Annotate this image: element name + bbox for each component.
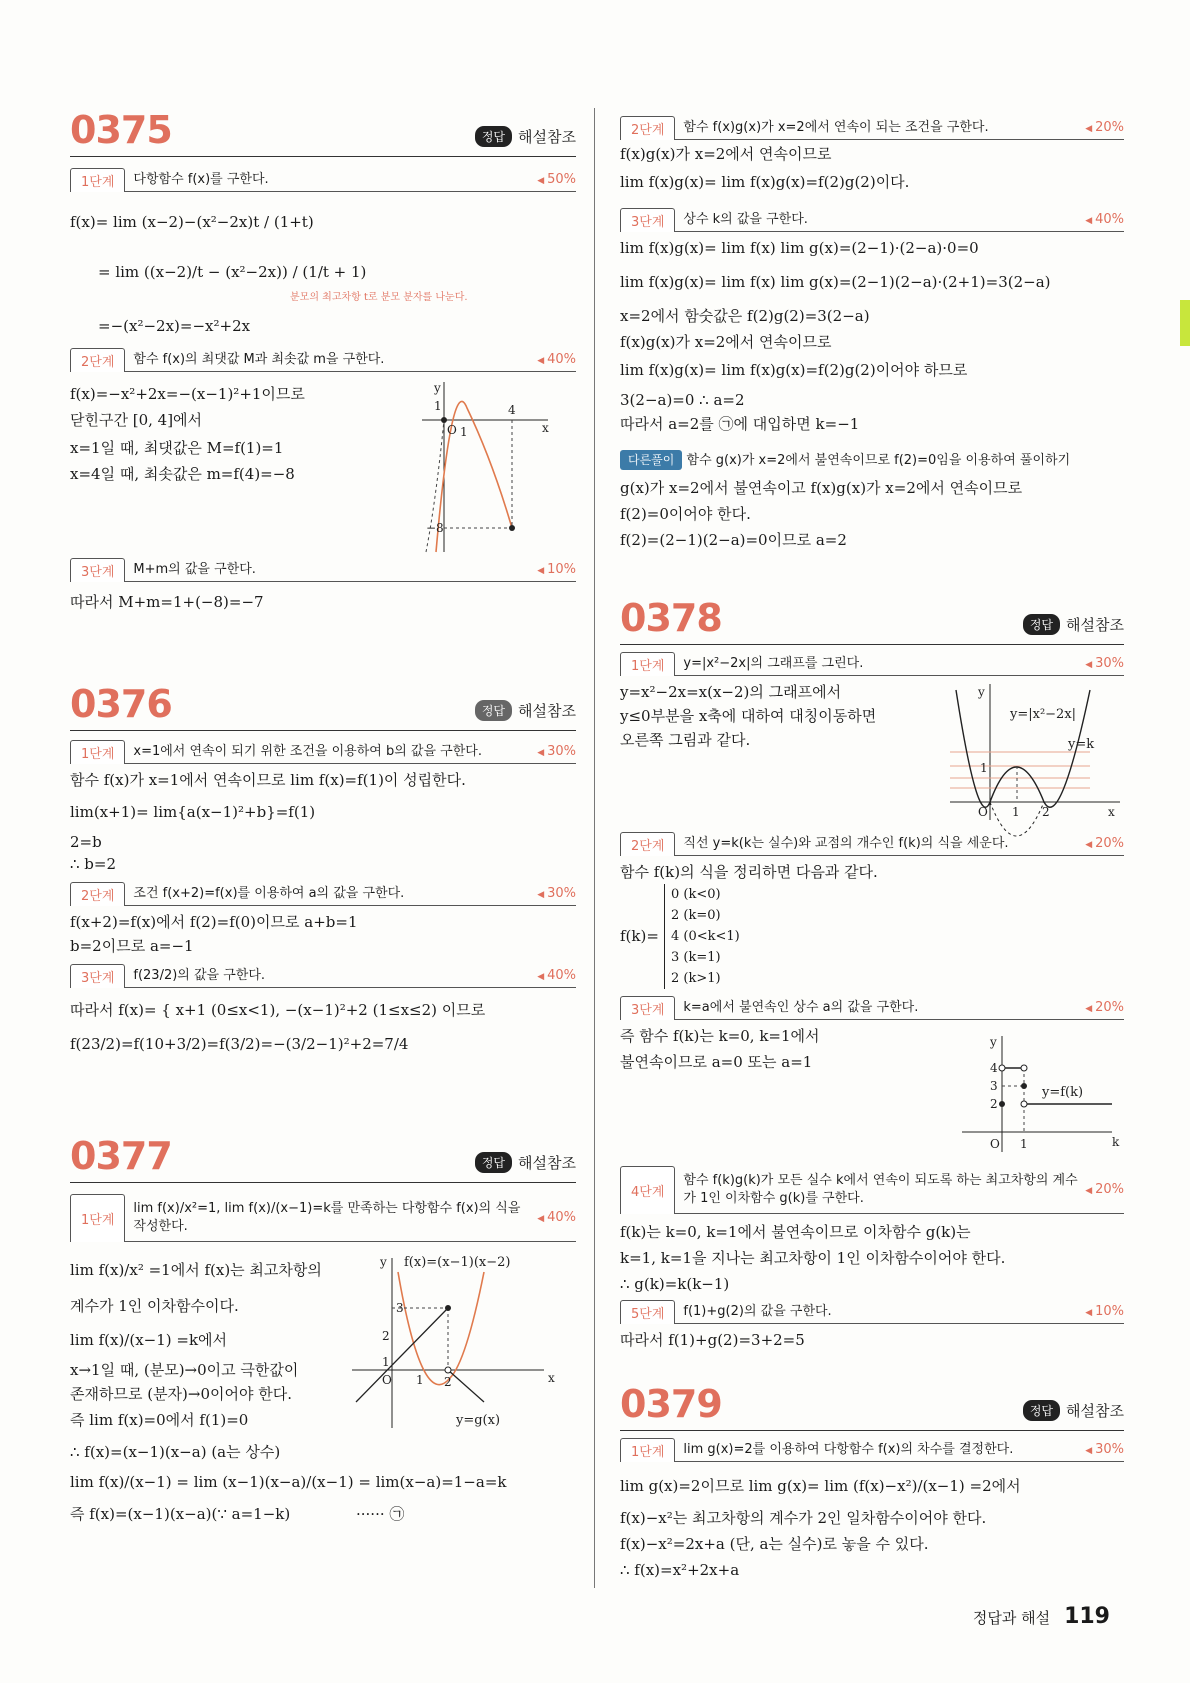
stage-desc: 함수 f(k)g(k)가 모든 실수 k에서 연속이 되도록 하는 최고차항의 계수가 1인 이차함수 g(k)를 구한다. bbox=[683, 1172, 1078, 1206]
y-axis-label: y bbox=[978, 685, 985, 699]
problem-0376 bbox=[70, 682, 576, 1072]
stage-desc: 함수 f(x)g(x)가 x=2에서 연속이 되는 조건을 구한다. bbox=[683, 119, 989, 135]
solution-line: x=1일 때, 최댓값은 M=f(1)=1 bbox=[70, 439, 284, 457]
stage-3 bbox=[620, 208, 1124, 232]
stage-percent: ◀ 30% bbox=[537, 886, 576, 901]
curve-label: y=|x²−2x| bbox=[1010, 707, 1077, 722]
stage-desc: x=1에서 연속이 되기 위한 조건을 이용하여 b의 값을 구한다. bbox=[133, 743, 482, 759]
solution-line: f(x)g(x)가 x=2에서 연속이므로 bbox=[620, 333, 832, 351]
solution-line: b=2이므로 a=−1 bbox=[70, 937, 194, 955]
stage-desc: f(23/2)의 값을 구한다. bbox=[133, 967, 266, 983]
solution-line: 존재하므로 (분자)→0이어야 한다. bbox=[70, 1385, 293, 1403]
stage-tag: 3단계 bbox=[620, 208, 675, 232]
solution-line: x=2에서 함숫값은 f(2)g(2)=3(2−a) bbox=[620, 307, 870, 325]
solution-line: ∴ f(x)=x²+2x+a bbox=[620, 1561, 740, 1579]
problem-rule bbox=[70, 1182, 576, 1183]
problem-rule bbox=[70, 730, 576, 731]
solution-line: f(x)= lim (x−2)−(x²−2x)t / (1+t) bbox=[70, 213, 314, 231]
solution-line: x=4일 때, 최솟값은 m=f(4)=−8 bbox=[70, 465, 295, 483]
x-tick-1: 1 bbox=[460, 425, 468, 439]
x-tick-4: 4 bbox=[508, 403, 516, 417]
solution-line: 2=b bbox=[70, 833, 102, 851]
problem-0379 bbox=[620, 1382, 1124, 1683]
stage-tag: 2단계 bbox=[70, 348, 125, 372]
stage-desc: 다항함수 f(x)를 구한다. bbox=[133, 171, 269, 187]
solution-line: f(x)−x²=2x+a (단, a는 실수)로 놓을 수 있다. bbox=[620, 1535, 929, 1553]
solution-line: lim f(x)g(x)= lim f(x)g(x)=f(2)g(2)이다. bbox=[620, 173, 910, 191]
stage-tag: 1단계 bbox=[70, 168, 125, 192]
answer-text: 해설참조 bbox=[518, 128, 576, 146]
piecewise-cases bbox=[664, 884, 740, 989]
x-tick-1: 1 bbox=[1020, 1137, 1028, 1151]
point-2-0 bbox=[445, 1367, 451, 1373]
stage-tag: 5단계 bbox=[620, 1300, 675, 1324]
solution-line: 따라서 f(x)= { x+1 (0≤x<1), −(x−1)²+2 (1≤x≤2) 이므로 bbox=[70, 1001, 486, 1019]
origin-label: O bbox=[382, 1373, 392, 1387]
stage-2 bbox=[620, 832, 1124, 856]
stage-percent: ◀ 20% bbox=[1085, 120, 1124, 135]
solution-line: lim f(x)/(x−1) =k에서 bbox=[70, 1331, 228, 1349]
solution-line: ∴ b=2 bbox=[70, 855, 117, 873]
problem-0375 bbox=[70, 108, 576, 638]
point-2-3 bbox=[445, 1305, 451, 1311]
x-tick-2: 2 bbox=[1042, 805, 1050, 819]
stage-3 bbox=[620, 996, 1124, 1020]
x-axis-label: x bbox=[542, 421, 549, 435]
f-parabola bbox=[398, 1272, 484, 1385]
solution-line: y≤0부분을 x축에 대하여 대칭이동하면 bbox=[620, 707, 877, 725]
stage-percent: ◀ 30% bbox=[1085, 1442, 1124, 1457]
stage-percent: ◀ 30% bbox=[1085, 656, 1124, 671]
stage-percent: ◀ 40% bbox=[537, 352, 576, 367]
answer-label bbox=[475, 700, 576, 721]
x-tick-1: 1 bbox=[1012, 805, 1020, 819]
problem-number: 0379 bbox=[620, 1382, 722, 1426]
stage-1 bbox=[620, 1438, 1124, 1462]
page-footer bbox=[973, 1604, 1110, 1629]
stage-percent: ◀ 40% bbox=[537, 1210, 576, 1225]
stage-percent: ◀ 20% bbox=[1085, 836, 1124, 851]
solution-line: f(x)g(x)가 x=2에서 연속이므로 bbox=[620, 145, 832, 163]
stage-desc: 상수 k의 값을 구한다. bbox=[683, 211, 808, 227]
stage-tag: 3단계 bbox=[70, 964, 125, 988]
solution-line: 함수 f(k)의 식을 정리하면 다음과 같다. bbox=[620, 863, 878, 881]
stage-tag: 3단계 bbox=[620, 996, 675, 1020]
g-label: y=g(x) bbox=[456, 1413, 501, 1428]
problem-0377 bbox=[70, 1134, 576, 1604]
problem-number: 0377 bbox=[70, 1134, 172, 1178]
page-number: 119 bbox=[1064, 1604, 1110, 1629]
case-row: 4 (0<k<1) bbox=[671, 929, 740, 944]
x-tick-2: 2 bbox=[444, 1375, 452, 1389]
solution-line: lim g(x)=2이므로 lim g(x)= lim (f(x)−x²)/(x−1) =2에서 bbox=[620, 1477, 1021, 1495]
solution-line: 따라서 a=2를 ㉠에 대입하면 k=−1 bbox=[620, 415, 860, 433]
y-tick-1: 1 bbox=[434, 399, 442, 413]
stage-desc: 조건 f(x+2)=f(x)를 이용하여 a의 값을 구한다. bbox=[133, 885, 405, 901]
answer-text: 해설참조 bbox=[1066, 616, 1124, 634]
stage-desc: k=a에서 불연속인 상수 a의 값을 구한다. bbox=[683, 999, 919, 1015]
stage-4 bbox=[620, 1166, 1124, 1214]
min-point bbox=[509, 525, 515, 531]
y-tick-1: 1 bbox=[382, 1355, 390, 1369]
answer-badge: 정답 bbox=[475, 1152, 512, 1173]
x-axis-label: k bbox=[1112, 1135, 1120, 1149]
origin-label: O bbox=[447, 423, 457, 437]
side-tab bbox=[1180, 300, 1190, 346]
alt-solution-header bbox=[620, 450, 1070, 471]
graph-0378-fk bbox=[962, 1032, 1126, 1156]
problem-number: 0376 bbox=[70, 682, 172, 726]
solution-line: = lim ((x−2)/t − (x²−2x)) / (1/t + 1) bbox=[98, 263, 367, 281]
y-tick-3: 3 bbox=[990, 1079, 998, 1093]
margin-note: 분모의 최고차항 t로 분모 분자를 나눈다. bbox=[290, 292, 468, 303]
y-tick-2: 2 bbox=[382, 1329, 390, 1343]
y-tick-neg8: −8 bbox=[426, 521, 444, 535]
stage-tag: 1단계 bbox=[70, 740, 125, 764]
solution-line: f(2)=(2−1)(2−a)=0이므로 a=2 bbox=[620, 531, 847, 549]
alt-solution-desc: 함수 g(x)가 x=2에서 불연속이므로 f(2)=0임을 이용하여 풀이하기 bbox=[686, 453, 1071, 468]
solution-line: lim(x+1)= lim{a(x−1)²+b}=f(1) bbox=[70, 803, 316, 821]
answer-text: 해설참조 bbox=[1066, 1402, 1124, 1420]
solution-line: f(k)는 k=0, k=1에서 불연속이므로 이차함수 g(k)는 bbox=[620, 1223, 971, 1241]
problem-number: 0375 bbox=[70, 108, 172, 152]
footer-label: 정답과 해설 bbox=[972, 1609, 1051, 1627]
stage-desc: f(1)+g(2)의 값을 구한다. bbox=[683, 1303, 832, 1319]
solution-line: lim f(x)g(x)= lim f(x)g(x)=f(2)g(2)이어야 하므로 bbox=[620, 361, 968, 379]
solution-line: 불연속이므로 a=0 또는 a=1 bbox=[620, 1053, 813, 1071]
stage-tag: 1단계 bbox=[70, 1194, 125, 1242]
solution-line: 따라서 f(1)+g(2)=3+2=5 bbox=[620, 1331, 805, 1349]
case-row: 2 (k>1) bbox=[671, 971, 721, 986]
solution-line: g(x)가 x=2에서 불연속이고 f(x)g(x)가 x=2에서 연속이므로 bbox=[620, 479, 1023, 497]
problem-rule bbox=[70, 156, 576, 157]
solution-line: 닫힌구간 [0, 4]에서 bbox=[70, 411, 203, 429]
stage-desc: y=|x²−2x|의 그래프를 그린다. bbox=[683, 655, 864, 671]
alt-solution-tag: 다른풀이 bbox=[620, 450, 682, 470]
solution-line: f(x)=−x²+2x=−(x−1)²+1이므로 bbox=[70, 385, 305, 403]
g-line-right bbox=[448, 1370, 484, 1402]
solution-line: =−(x²−2x)=−x²+2x bbox=[98, 317, 251, 335]
stage-2 bbox=[620, 116, 1124, 140]
solution-line: lim f(x)g(x)= lim f(x) lim g(x)=(2−1)·(2−a)·0=0 bbox=[620, 239, 979, 257]
stage-tag: 1단계 bbox=[620, 652, 675, 676]
case-row: 2 (k=0) bbox=[671, 908, 721, 923]
answer-label bbox=[475, 1152, 576, 1173]
solution-line: f(23/2)=f(10+3/2)=f(3/2)=−(3/2−1)²+2=7/4 bbox=[70, 1035, 409, 1053]
solution-line: lim f(x)/x² =1에서 f(x)는 최고차항의 bbox=[70, 1261, 322, 1279]
stage-desc: lim g(x)=2를 이용하여 다항함수 f(x)의 차수를 결정한다. bbox=[683, 1441, 1014, 1457]
g-line-left bbox=[356, 1308, 448, 1402]
curve-label: y=f(k) bbox=[1042, 1085, 1084, 1100]
stage-tag: 2단계 bbox=[620, 116, 675, 140]
open-point-0-4 bbox=[999, 1065, 1005, 1071]
origin-label: O bbox=[990, 1137, 1000, 1151]
y-tick-4: 4 bbox=[990, 1061, 998, 1075]
origin-label: O bbox=[978, 805, 988, 819]
solution-line: 오른쪽 그림과 같다. bbox=[620, 731, 751, 749]
solution-line: 계수가 1인 이차함수이다. bbox=[70, 1297, 239, 1315]
stage-percent: ◀ 40% bbox=[1085, 212, 1124, 227]
solution-line: f(x+2)=f(x)에서 f(2)=f(0)이므로 a+b=1 bbox=[70, 913, 358, 931]
y-axis-label: y bbox=[380, 1255, 387, 1269]
y-axis-label: y bbox=[434, 381, 441, 395]
stage-3 bbox=[70, 558, 576, 582]
solution-line: f(k)= bbox=[620, 927, 659, 945]
open-point-1-2 bbox=[1021, 1101, 1027, 1107]
solution-line: 따라서 M+m=1+(−8)=−7 bbox=[70, 593, 264, 611]
stage-3 bbox=[70, 964, 576, 988]
stage-tag: 2단계 bbox=[620, 832, 675, 856]
problem-rule bbox=[620, 644, 1124, 645]
equation-marker: ······ ㉠ bbox=[356, 1505, 405, 1523]
case-row: 0 (k<0) bbox=[671, 887, 721, 902]
answer-badge: 정답 bbox=[1023, 614, 1060, 635]
stage-desc: lim f(x)/x²=1, lim f(x)/(x−1)=k를 만족하는 다항함수 f(x)의 식을 작성한다. bbox=[133, 1200, 521, 1234]
line-label: y=k bbox=[1068, 737, 1095, 752]
solution-line: f(2)=0이어야 한다. bbox=[620, 505, 751, 523]
answer-label bbox=[1023, 614, 1124, 635]
stage-desc: M+m의 값을 구한다. bbox=[133, 561, 256, 577]
solution-line: ∴ g(k)=k(k−1) bbox=[620, 1275, 730, 1293]
solution-line: f(x)−x²는 최고차항의 계수가 2인 일차함수이어야 한다. bbox=[620, 1509, 987, 1527]
solution-line: x→1일 때, (분모)→0이고 극한값이 bbox=[70, 1361, 299, 1379]
x-axis-label: x bbox=[548, 1371, 555, 1385]
answer-badge: 정답 bbox=[1023, 1400, 1060, 1421]
answer-label bbox=[1023, 1400, 1124, 1421]
f-label: f(x)=(x−1)(x−2) bbox=[404, 1255, 511, 1270]
stage-percent: ◀ 20% bbox=[1085, 1000, 1124, 1015]
stage-tag: 4단계 bbox=[620, 1166, 675, 1214]
answer-label bbox=[475, 126, 576, 147]
y-axis-label: y bbox=[990, 1035, 997, 1049]
y-tick-2: 2 bbox=[990, 1097, 998, 1111]
stage-percent: ◀ 50% bbox=[537, 172, 576, 187]
point-0-2 bbox=[999, 1101, 1005, 1107]
answer-badge: 정답 bbox=[475, 700, 512, 721]
stage-percent: ◀ 20% bbox=[1085, 1182, 1124, 1197]
stage-1 bbox=[70, 1194, 576, 1242]
solution-line: k=1, k=1을 지나는 최고차항이 1인 이차함수이어야 한다. bbox=[620, 1249, 1006, 1267]
case-row: 3 (k=1) bbox=[671, 950, 721, 965]
solution-line: lim f(x)g(x)= lim f(x) lim g(x)=(2−1)(2−a)·(2+1)=3(2−a) bbox=[620, 273, 1051, 291]
problem-number: 0378 bbox=[620, 596, 722, 640]
graph-0375 bbox=[422, 380, 552, 556]
solution-line: lim f(x)/(x−1) = lim (x−1)(x−a)/(x−1) = lim(x−a)=1−a=k bbox=[70, 1473, 507, 1491]
solution-line: ∴ f(x)=(x−1)(x−a) (a는 상수) bbox=[70, 1443, 281, 1461]
stage-percent: ◀ 10% bbox=[537, 562, 576, 577]
column-divider bbox=[594, 108, 595, 1588]
solution-line: 즉 f(x)=(x−1)(x−a)(∵ a=1−k) bbox=[70, 1505, 291, 1523]
stage-1 bbox=[70, 168, 576, 192]
solution-line: y=x²−2x=x(x−2)의 그래프에서 bbox=[620, 683, 842, 701]
problem-0377-continued bbox=[620, 116, 1124, 556]
solution-line: 3(2−a)=0 ∴ a=2 bbox=[620, 391, 745, 409]
solution-line: 함수 f(x)가 x=1에서 연속이므로 lim f(x)=f(1)이 성립한다. bbox=[70, 771, 466, 789]
x-axis-label: x bbox=[1108, 805, 1115, 819]
stage-desc: 함수 f(x)의 최댓값 M과 최솟값 m을 구한다. bbox=[133, 351, 385, 367]
stage-2 bbox=[70, 882, 576, 906]
y-tick-3: 3 bbox=[396, 1301, 404, 1315]
problem-0378 bbox=[620, 596, 1124, 1349]
stage-1 bbox=[620, 652, 1124, 676]
problem-rule bbox=[620, 1430, 1124, 1431]
stage-percent: ◀ 30% bbox=[537, 744, 576, 759]
graph-0378-abs bbox=[950, 682, 1126, 822]
answer-text: 해설참조 bbox=[518, 702, 576, 720]
stage-1 bbox=[70, 740, 576, 764]
stage-tag: 1단계 bbox=[620, 1438, 675, 1462]
stage-desc: 직선 y=k(k는 실수)와 교점의 개수인 f(k)의 식을 세운다. bbox=[683, 835, 1009, 851]
point-1-3 bbox=[1021, 1083, 1027, 1089]
stage-percent: ◀ 40% bbox=[537, 968, 576, 983]
solution-line: 즉 lim f(x)=0에서 f(1)=0 bbox=[70, 1411, 249, 1429]
solution-line: 즉 함수 f(k)는 k=0, k=1에서 bbox=[620, 1027, 820, 1045]
y-tick-1: 1 bbox=[980, 761, 988, 775]
stage-2 bbox=[70, 348, 576, 372]
stage-5 bbox=[620, 1300, 1124, 1324]
open-point-1-4 bbox=[1021, 1065, 1027, 1071]
answer-text: 해설참조 bbox=[518, 1154, 576, 1172]
stage-tag: 2단계 bbox=[70, 882, 125, 906]
answer-badge: 정답 bbox=[475, 126, 512, 147]
x-tick-1: 1 bbox=[416, 1373, 424, 1387]
stage-tag: 3단계 bbox=[70, 558, 125, 582]
stage-percent: ◀ 10% bbox=[1085, 1304, 1124, 1319]
graph-0377 bbox=[344, 1252, 574, 1430]
